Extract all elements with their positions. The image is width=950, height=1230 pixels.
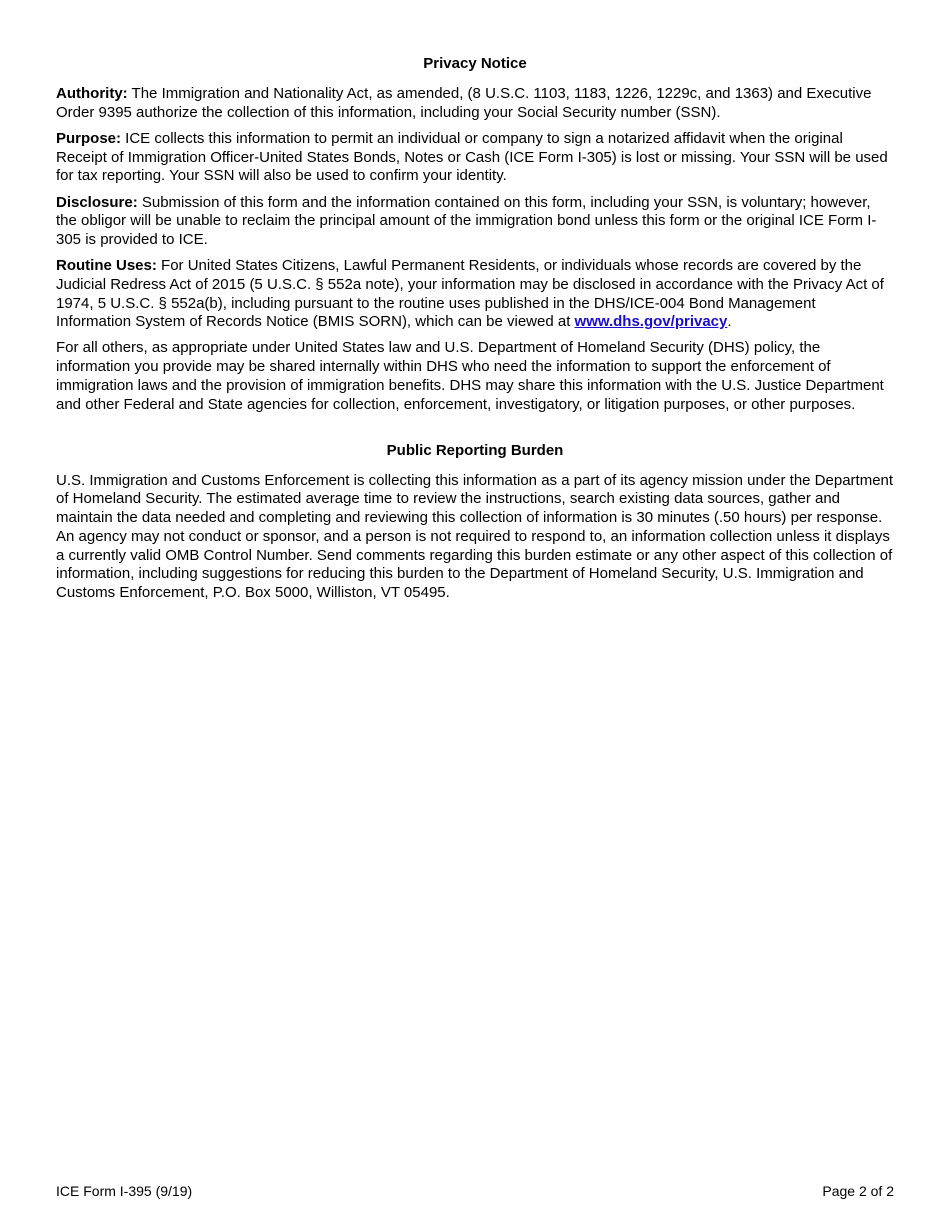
routine-uses-end: .	[727, 313, 732, 331]
dhs-privacy-link[interactable]: www.dhs.gov/privacy	[574, 313, 728, 331]
routine-uses-paragraph	[56, 257, 894, 332]
disclosure-paragraph	[56, 194, 894, 250]
page-number: Page 2 of 2	[822, 1183, 894, 1199]
public-reporting-burden-title: Public Reporting Burden	[386, 441, 564, 459]
authority-text: The Immigration and Nationality Act, as amended, (8 U.S.C. 1103, 1183, 1226, 1229c, and 1363) and Executive Order 9395 authorize the collection of this information, including your Social Security number (SSN).	[56, 85, 872, 121]
purpose-text: ICE collects this information to permit an individual or company to sign a notarized affidavit when the original Receipt of Immigration Officer-United States Bonds, Notes or Cash (ICE Form I-305) is lost or missing. Your SSN will be used for tax reporting. Your SSN will also be used to confirm your identity.	[56, 129, 888, 185]
authority-paragraph	[56, 85, 894, 122]
disclosure-label: Disclosure:	[56, 193, 138, 211]
purpose-label: Purpose:	[56, 129, 122, 147]
purpose-paragraph	[56, 130, 894, 186]
others-paragraph: For all others, as appropriate under United States law and U.S. Department of Homeland Security (DHS) policy, the information you provide may be shared internally within DHS who need the information to support the enforcement of immigration laws and the provision of immigration benefits. DHS may share this information with the U.S. Justice Department and other Federal and State agencies for collection, enforcement, investigatory, or litigation purposes, or other purposes.	[56, 339, 884, 413]
document-page	[56, 54, 894, 610]
section-spacer	[56, 422, 894, 441]
form-id: ICE Form I-395 (9/19)	[56, 1183, 193, 1199]
routine-uses-label: Routine Uses:	[56, 257, 157, 275]
routine-uses-text: For United States Citizens, Lawful Permanent Residents, or individuals whose records are covered by the Judicial Redress Act of 2015 (5 U.S.C. § 552a note), your information may be disclosed in accordance with the Privacy Act of 1974, 5 U.S.C. § 552a(b), including pursuant to the routine uses published in the DHS/ICE-004 Bond Management Information System of Records Notice (BMIS SORN), which can be viewed at	[56, 257, 884, 331]
public-reporting-burden-paragraph: U.S. Immigration and Customs Enforcement is collecting this information as a part of its agency mission under the Department of Homeland Security. The estimated average time to review the instructions, search existing data sources, gather and maintain the data needed and completing and reviewing this collection of information is 30 minutes (.50 hours) per response. An agency may not conduct or sponsor, and a person is not required to respond to, an information collection unless it displays a currently valid OMB Control Number. Send comments regarding this burden estimate or any other aspect of this collection of information, including suggestions for reducing this burden to the Department of Homeland Security, U.S. Immigration and Customs Enforcement, P.O. Box 5000, Williston, VT 05495.	[56, 471, 894, 601]
privacy-notice-title: Privacy Notice	[423, 55, 527, 72]
disclosure-text: Submission of this form and the information contained on this form, including your SSN, is voluntary; however, the obligor will be unable to reclaim the principal amount of the immigration bond unless this form or the original ICE Form I-305 is provided to ICE.	[56, 193, 877, 248]
authority-label: Authority:	[56, 85, 128, 102]
